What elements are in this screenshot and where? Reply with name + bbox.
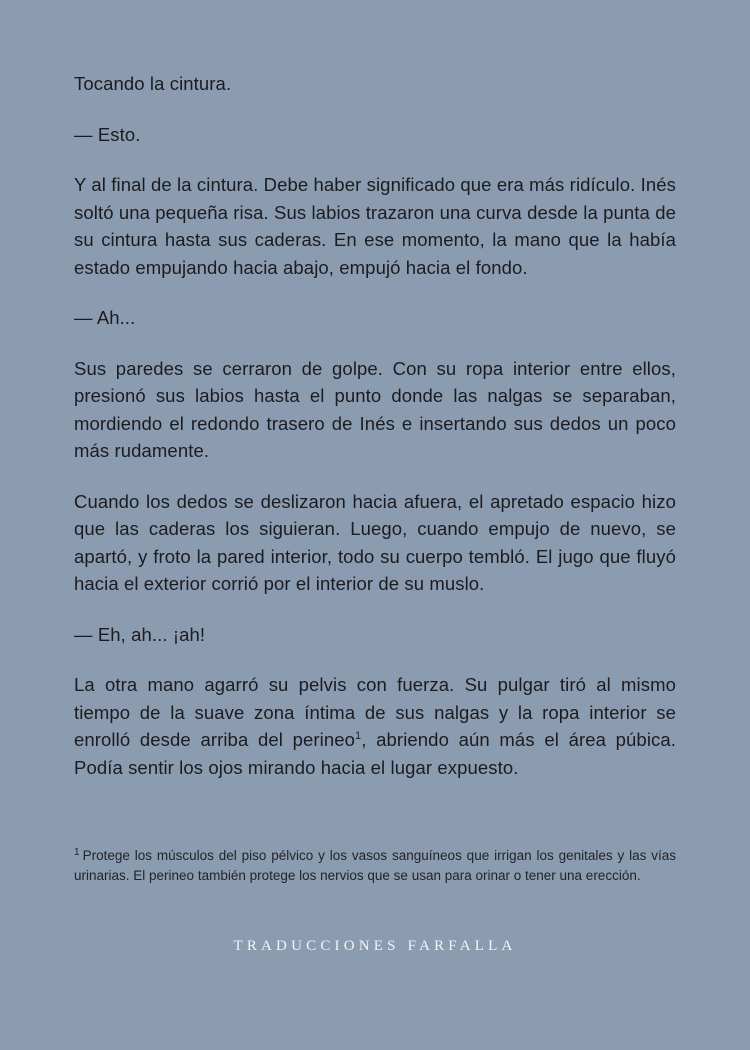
colophon: TRADUCCIONES FARFALLA xyxy=(233,938,517,954)
footnote xyxy=(74,846,676,886)
footnote-marker: 1 xyxy=(74,846,80,858)
paragraph-with-footnote-reference xyxy=(74,671,676,781)
footnote-reference[interactable]: 1 xyxy=(355,729,362,742)
paragraph-text-after-note: , abriendo aún más el área púbica. Podía sentir los ojos mirando hacia el lugar expuesto. xyxy=(74,729,677,778)
paragraph: — Esto. xyxy=(74,123,141,145)
body-text xyxy=(74,70,676,804)
paragraph: — Eh, ah... ¡ah! xyxy=(74,623,206,645)
paragraph: — Ah... xyxy=(74,307,136,328)
paragraph: Tocando la cintura. xyxy=(74,73,232,94)
paragraph-text-before-note: La otra mano agarró su pelvis con fuerza. Su pulgar tiró al mismo tiempo de la suave zona íntima de sus nalgas y la ropa interior se enrolló desde arriba del perineo xyxy=(74,674,676,750)
footnote-section xyxy=(74,846,676,886)
footnote-text: Protege los músculos del piso pélvico y los vasos sanguíneos que irrigan los genitales y las vías urinarias. El perineo también protege los nervios que se usan para orinar o tener una erección. xyxy=(74,848,676,883)
paragraph: Sus paredes se cerraron de golpe. Con su ropa interior entre ellos, presionó sus labios hasta el punto donde las nalgas se separaban, mordiendo el redondo trasero de Inés e insertando sus dedos un poco más rudamente. xyxy=(74,357,676,461)
paragraph: Y al final de la cintura. Debe haber significado que era más ridículo. Inés soltó una pequeña risa. Sus labios trazaron una curva desde la punta de su cintura hasta sus caderas. En ese momento, la mano que la había estado empujando hacia abajo, empujó hacia el fondo. xyxy=(74,174,676,278)
paragraph: Cuando los dedos se deslizaron hacia afuera, el apretado espacio hizo que las caderas los siguieran. Luego, cuando empujo de nuevo, se apartó, y froto la pared interior, todo su cuerpo tembló. El jugo que fluyó hacia el exterior corrió por el interior de su muslo. xyxy=(74,490,676,594)
